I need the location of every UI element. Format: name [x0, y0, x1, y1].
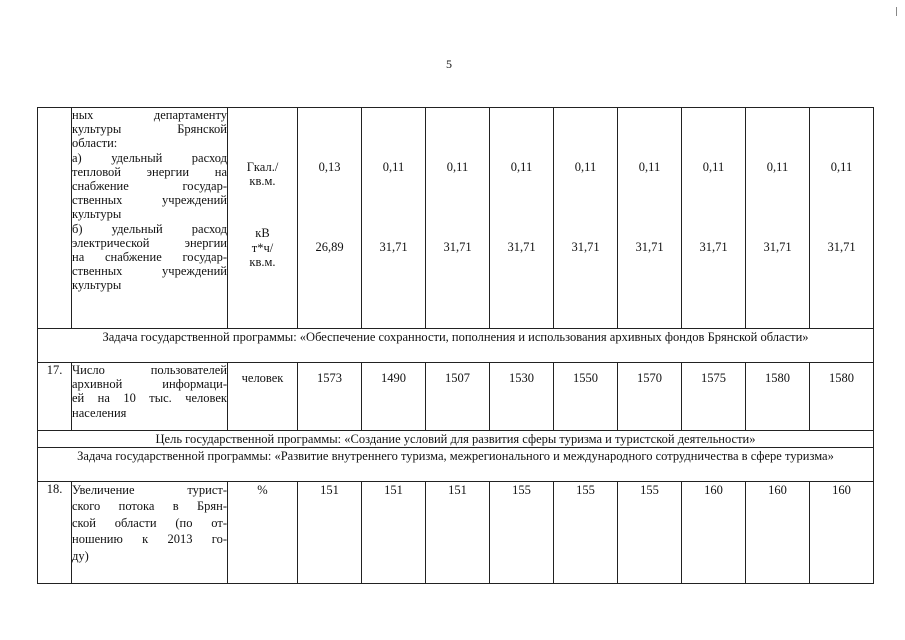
value-b: 31,71: [827, 240, 856, 255]
goal-tourism-heading: Цель государственной программы: «Создание условий для развития сферы туризма и туристской деятельности»: [38, 431, 874, 448]
value-b: 31,71: [571, 240, 600, 255]
value-a: 0,13: [318, 160, 341, 174]
unit-line: т*ч/: [251, 240, 274, 255]
value-b: 31,71: [763, 240, 792, 255]
value-b: 31,71: [699, 240, 728, 255]
value-cell: 1570: [618, 363, 682, 431]
value-cell: 1507: [426, 363, 490, 431]
desc-line: на снабжение государ-: [72, 250, 227, 265]
unit-cell: %: [228, 482, 298, 584]
value-b: 31,71: [379, 240, 408, 255]
value-a: 0,11: [574, 160, 597, 174]
scan-edge-mark: [896, 7, 897, 16]
desc-line: ственных учреждений: [72, 264, 227, 279]
indicators-table: [37, 107, 874, 584]
value-cell: 160: [682, 482, 746, 584]
desc-line: ственных учреждений: [72, 193, 227, 208]
table-row-18: [38, 482, 874, 584]
value-cell: 1575: [682, 363, 746, 431]
desc-line: области:: [72, 136, 118, 151]
value-cell: 160: [810, 482, 874, 584]
value-a: 0,11: [702, 160, 725, 174]
value-cell: 160: [746, 482, 810, 584]
unit-cell: [228, 108, 298, 329]
desc-line: б) удельный расход: [72, 221, 227, 236]
desc-line: ей на 10 тыс. человек: [72, 391, 227, 406]
table-row-17: [38, 363, 874, 431]
indicator-description: [72, 108, 228, 329]
value-cell: 1580: [746, 363, 810, 431]
desc-line: культуры: [72, 278, 122, 293]
indicator-description: [72, 363, 228, 431]
value-b: 26,89: [315, 240, 344, 255]
value-cell: [618, 108, 682, 329]
value-cell: 1550: [554, 363, 618, 431]
value-cell: [682, 108, 746, 329]
desc-line: культуры: [72, 207, 122, 222]
desc-line: ского потока в Брян-: [72, 499, 227, 514]
value-b: 31,71: [443, 240, 472, 255]
value-cell: [746, 108, 810, 329]
desc-line: тепловой энергии на: [72, 164, 227, 179]
desc-line: Число пользователей: [72, 363, 227, 377]
desc-line: ношению к 2013 го-: [72, 532, 227, 547]
value-a: 0,11: [830, 160, 853, 174]
table-row-16-continued: [38, 108, 874, 329]
value-cell: 155: [490, 482, 554, 584]
value-cell: [554, 108, 618, 329]
desc-line: снабжение государ-: [72, 179, 227, 194]
row-number: 18.: [38, 482, 72, 584]
value-cell: 151: [298, 482, 362, 584]
unit-line: Гкал./: [246, 160, 279, 174]
value-cell: 1580: [810, 363, 874, 431]
unit-line: кв.м.: [249, 254, 276, 269]
value-cell: 1490: [362, 363, 426, 431]
desc-line: ду): [72, 548, 89, 563]
value-a: 0,11: [382, 160, 405, 174]
desc-line: электрической энергии: [72, 235, 227, 250]
value-cell: 151: [362, 482, 426, 584]
value-a: 0,11: [766, 160, 789, 174]
desc-line: архивной информаци-: [72, 377, 227, 392]
desc-line: а) удельный расход: [72, 150, 227, 165]
value-cell: [426, 108, 490, 329]
indicator-description: [72, 482, 228, 584]
value-cell: [810, 108, 874, 329]
desc-line: Увеличение турист-: [72, 483, 227, 497]
value-cell: 155: [554, 482, 618, 584]
value-cell: 1573: [298, 363, 362, 431]
unit-line: кв.м.: [249, 174, 276, 189]
value-a: 0,11: [446, 160, 469, 174]
value-cell: 155: [618, 482, 682, 584]
task-tourism-row: [38, 448, 874, 482]
value-cell: [298, 108, 362, 329]
value-cell: 1530: [490, 363, 554, 431]
desc-line: ных департаменту: [72, 108, 227, 122]
task-archive-row: [38, 329, 874, 363]
desc-line: культуры Брянской: [72, 122, 227, 137]
row-number: 17.: [38, 363, 72, 431]
value-b: 31,71: [507, 240, 536, 255]
value-cell: [362, 108, 426, 329]
unit-line: кВ: [255, 226, 270, 241]
value-a: 0,11: [638, 160, 661, 174]
unit-cell: человек: [228, 363, 298, 431]
value-a: 0,11: [510, 160, 533, 174]
goal-tourism-row: [38, 431, 874, 448]
desc-line: ской области (по от-: [72, 515, 227, 530]
value-cell: 151: [426, 482, 490, 584]
desc-line: населения: [72, 405, 127, 420]
value-b: 31,71: [635, 240, 664, 255]
task-tourism-heading: Задача государственной программы: «Развитие внутреннего туризма, межрегионального и международного сотрудничества в сфере туризма»: [38, 448, 874, 482]
task-archive-heading: Задача государственной программы: «Обеспечение сохранности, пополнения и использования архивных фондов Брянской области»: [38, 329, 874, 363]
page-number: 5: [446, 57, 452, 71]
row-number-cell: [38, 108, 72, 329]
value-cell: [490, 108, 554, 329]
